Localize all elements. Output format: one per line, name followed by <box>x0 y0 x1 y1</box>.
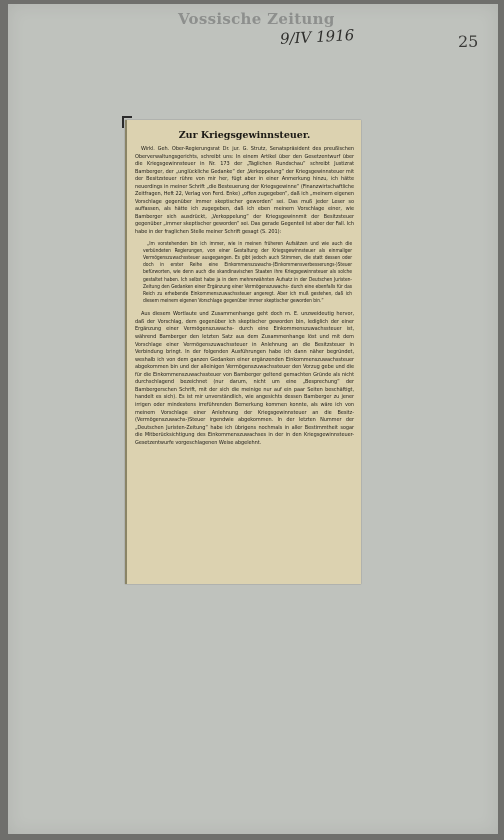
source-stamp: Vossische Zeitung <box>178 10 335 28</box>
page-number: 25 <box>458 32 479 51</box>
article-paragraph-1: Wirkl. Geh. Ober-Regierungsrat Dr. jur. G. Strutz, Senatspräsident des preußischen Oberverwaltungsgerichts, schreibt uns: In einem Artikel über den Gesetzentwurf über die Kriegsgewinnsteuer in Nr. 173 der „Täglichen Rundschau“ schreibt Justizrat Bamberger, der „unglückliche Gedanke“ der „Verkoppelung“ der Kriegsgewinnsteuer mit der Besitzsteuer rühre von mir her, fügt aber in einer Anmerkung hinzu, ich hätte neuerdings in meiner Schrift „die Besteuerung der Kriegsgewinne“ (Finanzwirtschaftliche Zeitfragen, Heft 22, Verlag von Ferd. Enke) „offen zugegeben“, daß ich „meinem eigenen Vorschlage gegenüber immer skeptischer geworden“ sei. Das muß jeder Leser so auffassen, als hätte ich zugegeben, daß ich eben meinem Vorschlage einer, wie Bamberger sich ausdrückt, „Verkoppelung“ der Kriegsgewinnmit der Besitzsteuer gegenüber „immer skeptischer geworden“ sei. Das gerade Gegenteil ist aber der Fall. Ich habe in der fraglichen Stelle meiner Schrift gesagt (S. 201): <box>135 146 354 236</box>
newspaper-clipping <box>125 120 361 584</box>
article-quote: „Im vorstehenden bin ich immer, wie in meinen früheren Aufsätzen und wie auch die verbündeten Regierungen, von einer Gestaltung der Kriegsgewinnsteuer als einmaliger Vermögenszuwachssteuer ausgegangen. Es gibt jedoch auch Stimmen, die statt dessen oder doch in erster Reihe eine Einkommenszuwachs-(Einkommensverbesserungs-)Steuer befürworten, wie denn auch die skandinavischen Staaten ihre Kriegsgewinnsteuer als solche gestaltet haben. Ich selbst habe ja in dem mehrerwähnten Aufsatz in der Deutschen Juristen-Zeitung den Gedanken einer Ergänzung einer Vermögenszuwachs- durch eine ebenfalls für das Reich zu erhebende Einkommenszuwachssteuer angeregt. Aber ich muß gestehen, daß ich diesem meinem eigenen Vorschlage gegenüber immer skeptischer geworden bin.“ <box>143 240 352 305</box>
article-paragraph-2: Aus diesem Wortlaute und Zusammenhange geht doch m. E. unzweideutig hervor, daß der Vorschlag, dem gegenüber ich skeptischer geworden bin, lediglich der einer Ergänzung einer Vermögenszuwachs- durch eine Einkommenszuwachssteuer ist, während Bamberger den letzten Satz aus dem Zusammenhange löst und mit dem Vorschlage einer Vermögenszuwachssteuer in Anlehnung an die Besitzsteuer in Verbindung bringt. In der folgenden Ausführungen habe ich dann näher begründet, weshalb ich von dem ganzen Gedanken einer ergänzenden Einkommenszuwachssteuer abgekommen bin und der alleinigen Vermögenszuwachssteuer den Vorzug gebe und die für die Einkommenszuwachssteuer von Bamberger geltend gemachten Gründe als nicht durchschlagend bezeichnet (nur darum, nicht um eine „Besprechung“ der Bambergerschen Schrift, mit der sich die meinige nur auf ein paar Seiten beschäftigt, handelt es sich). Es ist mir unverständlich, wie angesichts dessen Bamberger zu jener irrigen oder mindestens irreführenden Bemerkung kommen konnte, als wäre ich von meinem Vorschlage einer Anlehnung der Kriegsgewinnsteuer an die Besitz-(Vermögenszuwachs-)Steuer irgendwie abgekommen. In der letzten Nummer der „Deutschen Juristen-Zeitung“ habe ich übrigens nochmals in aller Bestimmtheit sogar die Mitberücksichtigung des Einkommenszuwachses in der in den Kriegsgewinnsteuer-Gesetzentwurfe vorgeschlagenen Weise abgelehnt. <box>135 311 354 446</box>
article-title: Zur Kriegsgewinnsteuer. <box>178 130 311 141</box>
handwritten-date: 9/IV 1916 <box>279 26 355 48</box>
